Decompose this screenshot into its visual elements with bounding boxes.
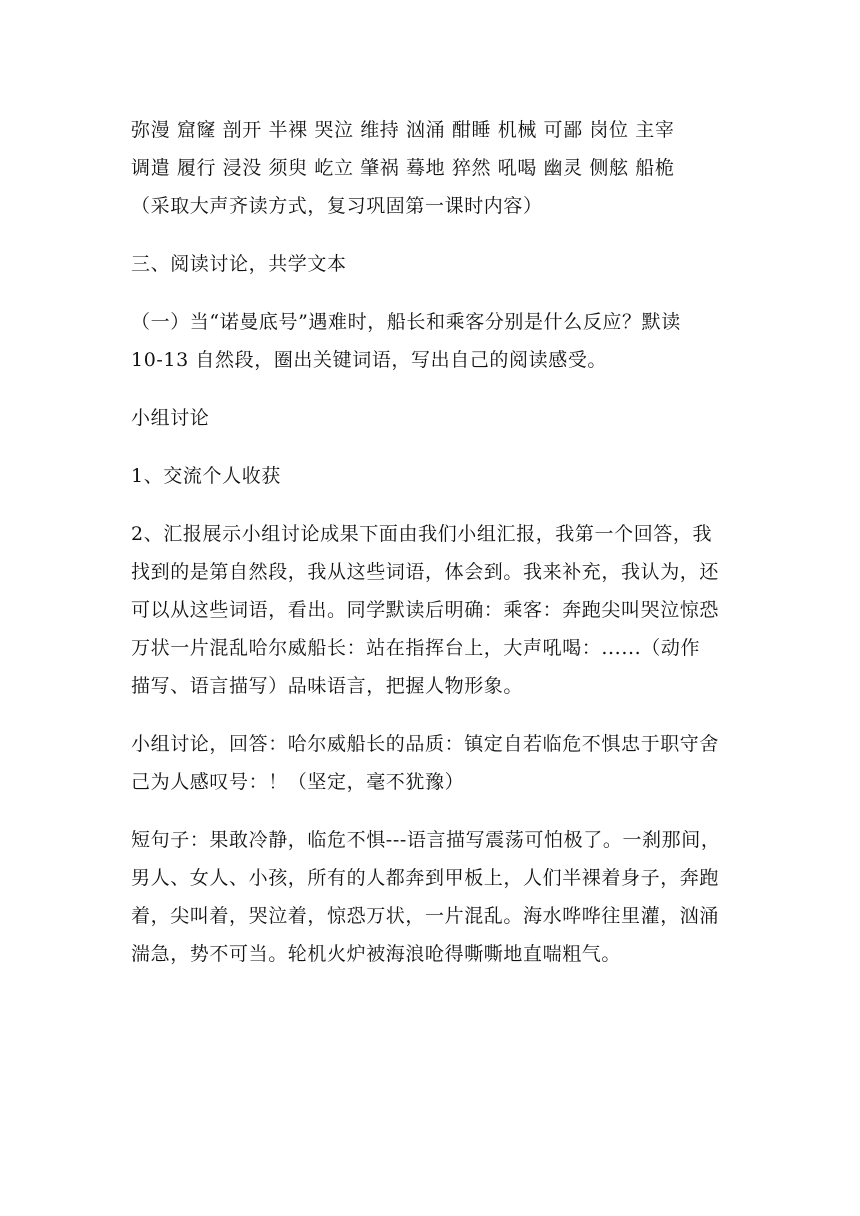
discussion-answer-paragraph xyxy=(131,725,731,801)
paragraph-line: 湍急，势不可当。轮机火炉被海浪呛得嘶嘶地直喘粗气。 xyxy=(131,943,622,965)
paragraph-line: （一）当“诺曼底号”遇难时，船长和乘客分别是什么反应？默读 xyxy=(131,311,681,333)
group-discussion-label: 小组讨论 xyxy=(131,407,210,429)
question-1-paragraph xyxy=(131,303,731,379)
paragraph-line: 找到的是第自然段，我从这些词语，体会到。我来补充，我认为，还 xyxy=(131,561,720,583)
paragraph-line: 2、汇报展示小组讨论成果下面由我们小组汇报，我第一个回答，我 xyxy=(131,523,713,545)
paragraph-line: 10-13 自然段，圈出关键词语，写出自己的阅读感受。 xyxy=(131,349,608,371)
document-body xyxy=(131,111,731,973)
paragraph-line: 小组讨论，回答：哈尔威船长的品质：镇定自若临危不惧忠于职守舍 xyxy=(131,733,720,755)
list-item-2-paragraph xyxy=(131,515,731,705)
paragraph-line: 着，尖叫着，哭泣着，惊恐万状，一片混乱。海水哗哗往里灌，汹涌 xyxy=(131,905,720,927)
vocabulary-note: （采取大声齐读方式，复习巩固第一课时内容） xyxy=(131,195,543,217)
short-sentence-paragraph xyxy=(131,821,731,973)
vocabulary-line-2: 调遣 履行 浸没 须臾 屹立 肇祸 蓦地 猝然 吼喝 幽灵 侧舷 船桅 xyxy=(131,157,675,179)
vocabulary-line-1: 弥漫 窟窿 剖开 半裸 哭泣 维持 汹涌 酣睡 机械 可鄙 岗位 主宰 xyxy=(131,119,675,141)
paragraph-line: 男人、女人、小孩，所有的人都奔到甲板上，人们半裸着身子，奔跑 xyxy=(131,867,720,889)
paragraph-line: 万状一片混乱哈尔威船长：站在指挥台上，大声吼喝：......（动作 xyxy=(131,637,701,659)
section-3-heading: 三、阅读讨论，共学文本 xyxy=(131,253,347,275)
paragraph-line: 描写、语言描写）品味语言，把握人物形象。 xyxy=(131,675,524,697)
paragraph-line: 可以从这些词语，看出。同学默读后明确：乘客：奔跑尖叫哭泣惊恐 xyxy=(131,599,720,621)
paragraph-line: 短句子：果敢冷静，临危不惧---语言描写震荡可怕极了。一刹那间， xyxy=(131,829,721,851)
paragraph-line: 己为人感叹号：！（坚定，毫不犹豫） xyxy=(131,771,465,793)
list-item-1: 1、交流个人收获 xyxy=(131,465,281,487)
